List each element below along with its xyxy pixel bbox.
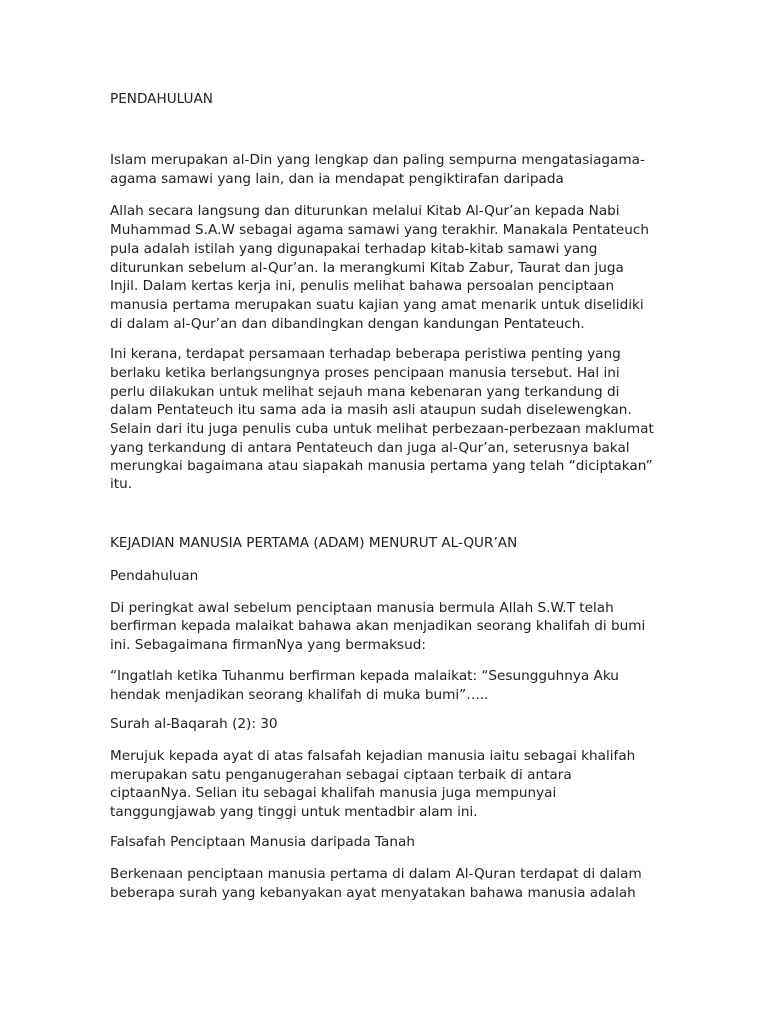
paragraph-2-line-3: pula adalah istilah yang digunapakai terhadap kitab-kitab samawi yang xyxy=(110,241,598,257)
paragraph-3-line-4: dalam Pentateuch itu sama ada ia masih asli ataupun sudah diselewengkan. xyxy=(110,402,632,418)
paragraph-4-line-3: ini. Sebagaimana firmanNya yang bermaksud: xyxy=(110,637,426,653)
paragraph-6-line-2: beberapa surah yang kebanyakan ayat menyatakan bahawa manusia adalah xyxy=(110,885,636,901)
paragraph-6-line-1: Berkenaan penciptaan manusia pertama di dalam Al-Quran terdapat di dalam xyxy=(110,866,642,882)
paragraph-3-line-2: berlaku ketika berlangsungnya proses pencipaan manusia tersebut. Hal ini xyxy=(110,365,620,381)
paragraph-2-line-2: Muhammad S.A.W sebagai agama samawi yang terakhir. Manakala Pentateuch xyxy=(110,222,649,238)
paragraph-1-line-2: agama samawi yang lain, dan ia mendapat pengiktirafan daripada xyxy=(110,171,564,187)
quote-line-2: hendak menjadikan seorang khalifah di muka bumi”….. xyxy=(110,687,489,703)
paragraph-3-line-7: merungkai bagaimana atau siapakah manusia pertama yang telah “diciptakan” xyxy=(110,458,653,474)
paragraph-3-line-5: Selain dari itu juga penulis cuba untuk melihat perbezaan-perbezaan maklumat xyxy=(110,421,654,437)
page-heading: PENDAHULUAN xyxy=(110,91,213,107)
subheading: Pendahuluan xyxy=(110,568,199,584)
paragraph-3-line-1: Ini kerana, terdapat persamaan terhadap beberapa peristiwa penting yang xyxy=(110,346,621,362)
paragraph-1-line-1: Islam merupakan al-Din yang lengkap dan paling sempurna mengatasiagama- xyxy=(110,152,645,168)
paragraph-4-line-1: Di peringkat awal sebelum penciptaan manusia bermula Allah S.W.T telah xyxy=(110,600,614,616)
paragraph-5-line-1: Merujuk kepada ayat di atas falsafah kejadian manusia iaitu sebagai khalifah xyxy=(110,748,636,764)
paragraph-2-line-6: manusia pertama merupakan suatu kajian yang amat menarik untuk diselidiki xyxy=(110,297,644,313)
paragraph-2-line-5: Injil. Dalam kertas kerja ini, penulis melihat bahawa persoalan penciptaan xyxy=(110,278,615,294)
paragraph-5-line-4: tanggungjawab yang tinggi untuk mentadbir alam ini. xyxy=(110,804,478,820)
paragraph-2-line-7: di dalam al-Qur’an dan dibandingkan dengan kandungan Pentateuch. xyxy=(110,316,585,332)
paragraph-3-line-8: itu. xyxy=(110,476,133,492)
subheading-2: Falsafah Penciptaan Manusia daripada Tanah xyxy=(110,834,415,850)
paragraph-5-line-3: ciptaanNya. Selian itu sebagai khalifah manusia juga mempunyai xyxy=(110,785,557,801)
paragraph-5-line-2: merupakan satu penganugerahan sebagai ciptaan terbaik di antara xyxy=(110,767,572,783)
paragraph-2-line-4: diturunkan sebelum al-Qur’an. Ia merangkumi Kitab Zabur, Taurat dan juga xyxy=(110,260,624,276)
paragraph-3-line-6: yang terkandung di antara Pentateuch dan juga al-Qur’an, seterusnya bakal xyxy=(110,440,630,456)
paragraph-4-line-2: berfirman kepada malaikat bahawa akan menjadikan seorang khalifah di bumi xyxy=(110,618,646,634)
section-heading: KEJADIAN MANUSIA PERTAMA (ADAM) MENURUT AL-QUR’AN xyxy=(110,535,518,551)
quote-line-1: “Ingatlah ketika Tuhanmu berfirman kepada malaikat: “Sesungguhnya Aku xyxy=(110,668,619,684)
paragraph-2-line-1: Allah secara langsung dan diturunkan melalui Kitab Al-Qur’an kepada Nabi xyxy=(110,203,620,219)
paragraph-3-line-3: perlu dilakukan untuk melihat sejauh mana kebenaran yang terkandung di xyxy=(110,384,620,400)
citation: Surah al-Baqarah (2): 30 xyxy=(110,716,278,732)
